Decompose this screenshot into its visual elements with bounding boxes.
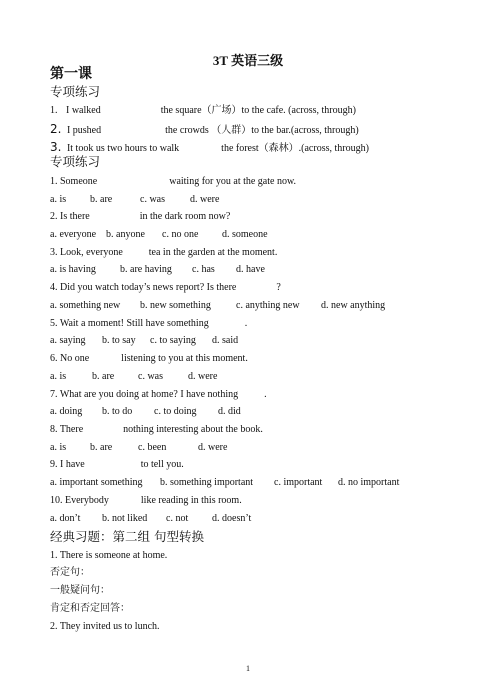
question-text-rest: listening to you at this moment. bbox=[121, 353, 248, 364]
option-a: a. important something bbox=[50, 477, 143, 488]
question-text-rest: like reading in this room. bbox=[140, 495, 242, 506]
question-6 bbox=[50, 353, 248, 365]
question-1 bbox=[50, 176, 296, 188]
item-text-a: I pushed bbox=[66, 125, 102, 136]
document-title: 3T 英语三级 bbox=[212, 53, 284, 68]
question-text-rest: to tell you. bbox=[140, 459, 184, 470]
practice1-item-2 bbox=[50, 123, 359, 137]
option-d: d. no important bbox=[338, 477, 400, 488]
practice1-item-3 bbox=[50, 141, 369, 155]
option-b: b. to say bbox=[102, 335, 136, 346]
option-d: d. said bbox=[212, 335, 239, 346]
option-b: b. are bbox=[90, 442, 113, 453]
question-10-options bbox=[50, 513, 251, 525]
item-number: 3. bbox=[50, 140, 62, 154]
option-a: a. is bbox=[50, 442, 67, 453]
option-b: b. new something bbox=[140, 300, 211, 311]
option-d: d. did bbox=[218, 406, 241, 417]
option-d: d. have bbox=[236, 264, 265, 275]
item-number: 2. bbox=[50, 122, 62, 136]
option-a: a. everyone bbox=[50, 229, 97, 240]
option-a: a. saying bbox=[50, 335, 86, 346]
option-a: a. doing bbox=[50, 406, 83, 417]
question-4-options bbox=[50, 300, 385, 312]
question-2-options bbox=[50, 229, 268, 241]
question-text: 7. What are you doing at home? I have nothing bbox=[50, 389, 239, 400]
option-d: d. someone bbox=[222, 229, 268, 240]
option-a: a. don’t bbox=[50, 513, 81, 524]
option-b: b. are bbox=[90, 194, 113, 205]
lesson-heading: 第一课 bbox=[50, 67, 92, 82]
practice1-item-1 bbox=[50, 105, 356, 117]
item-text-b: the crowds （人群）to the bar.(across, through) bbox=[165, 125, 359, 136]
answers-label: 肯定和否定回答： bbox=[50, 603, 130, 614]
option-a: a. is bbox=[50, 194, 67, 205]
question-3-options bbox=[50, 264, 265, 276]
option-a: a. is having bbox=[50, 264, 96, 275]
item-text-a: It took us two hours to walk bbox=[66, 143, 180, 154]
section-heading-sentence-transform: 经典习题：第二组 句型转换 bbox=[50, 529, 204, 544]
option-c: c. anything new bbox=[236, 300, 300, 311]
option-b: b. are having bbox=[120, 264, 172, 275]
question-text: 6. No one bbox=[50, 353, 90, 364]
option-c: c. was bbox=[138, 371, 163, 382]
option-c: c. has bbox=[192, 264, 215, 275]
option-b: b. anyone bbox=[106, 229, 145, 240]
question-5-options bbox=[50, 335, 238, 347]
question-9 bbox=[50, 459, 184, 471]
question-1-options bbox=[50, 194, 219, 206]
question-text: 2. Is there bbox=[50, 211, 90, 222]
option-c: c. was bbox=[140, 194, 165, 205]
question-9-options bbox=[50, 477, 399, 489]
option-b: b. are bbox=[92, 371, 115, 382]
question-text: 9. I have bbox=[50, 459, 85, 470]
question-text: 10. Everybody bbox=[50, 495, 109, 506]
question-text-rest: tea in the garden at the moment. bbox=[148, 247, 278, 258]
option-d: d. were bbox=[188, 371, 218, 382]
option-d: d. were bbox=[190, 194, 220, 205]
question-text-rest: ? bbox=[276, 282, 281, 293]
item-text-b: the forest（森林）.(across, through) bbox=[221, 143, 369, 154]
transform-item-2: 2. They invited us to lunch. bbox=[50, 621, 160, 632]
question-6-options bbox=[50, 371, 217, 383]
option-d: d. doesn’t bbox=[212, 513, 252, 524]
question-10 bbox=[50, 495, 242, 507]
question-text-rest: . bbox=[244, 318, 248, 329]
question-text-rest: waiting for you at the gate now. bbox=[169, 176, 297, 187]
section-heading-practice-2: 专项练习 bbox=[50, 154, 101, 169]
question-text: 3. Look, everyone bbox=[50, 247, 123, 258]
option-c: c. been bbox=[138, 442, 167, 453]
transform-item-1: 1. There is someone at home. bbox=[50, 550, 168, 561]
question-text: 8. There bbox=[50, 424, 84, 435]
page-number: 1 bbox=[246, 664, 250, 673]
question-3 bbox=[50, 247, 277, 259]
question-7 bbox=[50, 389, 267, 401]
question-text: 5. Wait a moment! Still have something bbox=[50, 318, 209, 329]
yes-no-question-label: 一般疑问句： bbox=[50, 585, 110, 596]
option-d: d. were bbox=[198, 442, 228, 453]
section-heading-practice-1: 专项练习 bbox=[50, 84, 101, 99]
question-2 bbox=[50, 211, 230, 223]
option-a: a. something new bbox=[50, 300, 121, 311]
option-b: b. to do bbox=[102, 406, 133, 417]
question-text-rest: in the dark room now? bbox=[139, 211, 231, 222]
item-text-a: I walked bbox=[66, 105, 101, 116]
question-text-rest: . bbox=[264, 389, 267, 400]
option-c: c. to doing bbox=[154, 406, 197, 417]
option-c: c. important bbox=[274, 477, 323, 488]
question-8-options bbox=[50, 442, 227, 454]
item-text-b: the square（广场）to the cafe. (across, through) bbox=[160, 105, 356, 116]
option-c: c. not bbox=[166, 513, 189, 524]
option-a: a. is bbox=[50, 371, 67, 382]
item-number: 1. bbox=[50, 105, 58, 116]
option-c: c. to saying bbox=[150, 335, 196, 346]
question-text: 1. Someone bbox=[50, 176, 98, 187]
option-d: d. new anything bbox=[321, 300, 386, 311]
question-text-rest: nothing interesting about the book. bbox=[123, 424, 263, 435]
option-b: b. something important bbox=[160, 477, 254, 488]
question-8 bbox=[50, 424, 263, 436]
question-4 bbox=[50, 282, 281, 294]
question-5 bbox=[50, 318, 247, 330]
negative-sentence-label: 否定句： bbox=[50, 567, 90, 578]
question-text: 4. Did you watch today’s news report? Is there bbox=[50, 282, 237, 293]
option-c: c. no one bbox=[162, 229, 199, 240]
question-7-options bbox=[50, 406, 241, 418]
option-b: b. not liked bbox=[102, 513, 148, 524]
